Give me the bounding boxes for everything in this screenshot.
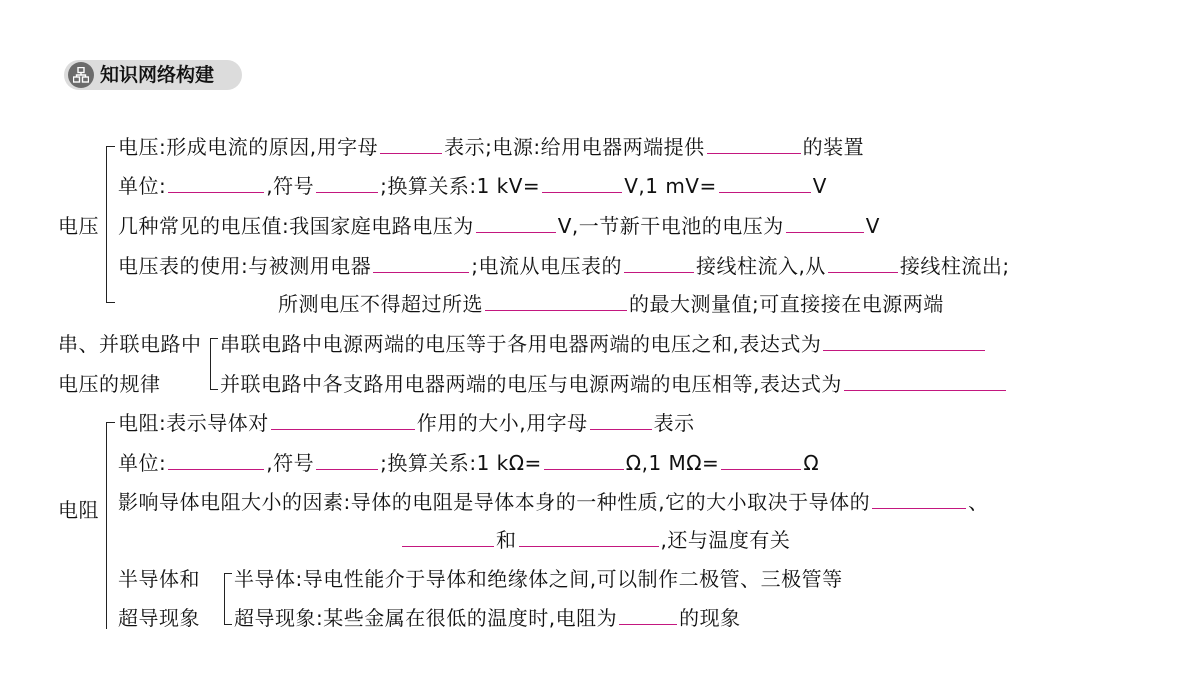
resistance-label: 电阻 [58, 498, 99, 522]
series-parallel-label-2: 电压的规律 [58, 372, 161, 396]
blank[interactable] [872, 488, 966, 509]
voltage-line-1: 电压:形成电流的原因,用字母 表示;电源:给用电器两端提供 的装置 [118, 135, 865, 159]
resistance-line-2: 单位: ,符号 ;换算关系:1 kΩ= Ω,1 MΩ= Ω [118, 451, 820, 475]
superconductor-line: 超导现象:某些金属在很低的温度时,电阻为 的现象 [234, 606, 741, 630]
series-line: 串联电路中电源两端的电压等于各用电器两端的电压之和,表达式为 [220, 330, 987, 358]
voltage-line-5: 所测电压不得超过所选 的最大测量值;可直接接在电源两端 [278, 292, 944, 316]
semiconductor-line: 半导体:导电性能介于导体和绝缘体之间,可以制作二极管、三极管等 [234, 567, 843, 591]
blank[interactable] [544, 449, 624, 470]
network-icon [68, 62, 94, 88]
blank[interactable] [519, 526, 659, 547]
blank[interactable] [619, 604, 677, 625]
voltage-line-2: 单位: ,符号 ;换算关系:1 kV= V,1 mV= V [118, 174, 827, 198]
semi-label-2: 超导现象 [118, 606, 200, 630]
blank[interactable] [823, 330, 985, 351]
blank[interactable] [485, 290, 627, 311]
blank[interactable] [828, 252, 898, 273]
blank[interactable] [168, 449, 264, 470]
voltage-bracket [106, 146, 115, 303]
resistance-line-1: 电阻:表示导体对 作用的大小,用字母 表示 [118, 411, 695, 435]
blank[interactable] [373, 252, 469, 273]
parallel-line: 并联电路中各支路用电器两端的电压与电源两端的电压相等,表达式为 [220, 370, 1008, 398]
blank[interactable] [719, 172, 811, 193]
semi-label-1: 半导体和 [118, 567, 200, 591]
header-title: 知识网络构建 [100, 64, 215, 86]
blank[interactable] [380, 133, 442, 154]
blank[interactable] [721, 449, 801, 470]
resistance-bracket [106, 422, 115, 629]
voltage-line-4: 电压表的使用:与被测用电器 ;电流从电压表的 接线柱流入,从 接线柱流出; [118, 254, 1010, 278]
voltage-line-3: 几种常见的电压值:我国家庭电路电压为 V,一节新干电池的电压为 V [118, 214, 880, 238]
blank[interactable] [707, 133, 801, 154]
blank[interactable] [316, 449, 378, 470]
blank[interactable] [476, 212, 556, 233]
blank[interactable] [844, 370, 1006, 391]
resistance-line-4: 和 ,还与温度有关 [400, 526, 790, 554]
blank[interactable] [624, 252, 694, 273]
blank[interactable] [542, 172, 622, 193]
blank[interactable] [402, 526, 494, 547]
blank[interactable] [786, 212, 864, 233]
blank[interactable] [590, 409, 652, 430]
series-parallel-label-1: 串、并联电路中 [58, 332, 202, 356]
series-parallel-bracket [210, 338, 218, 390]
blank[interactable] [316, 172, 378, 193]
resistance-line-3: 影响导体电阻大小的因素:导体的电阻是导体本身的一种性质,它的大小取决于导体的 、 [118, 490, 989, 514]
voltage-label: 电压 [58, 214, 99, 238]
blank[interactable] [168, 172, 264, 193]
blank[interactable] [271, 409, 415, 430]
semi-bracket [224, 573, 232, 625]
